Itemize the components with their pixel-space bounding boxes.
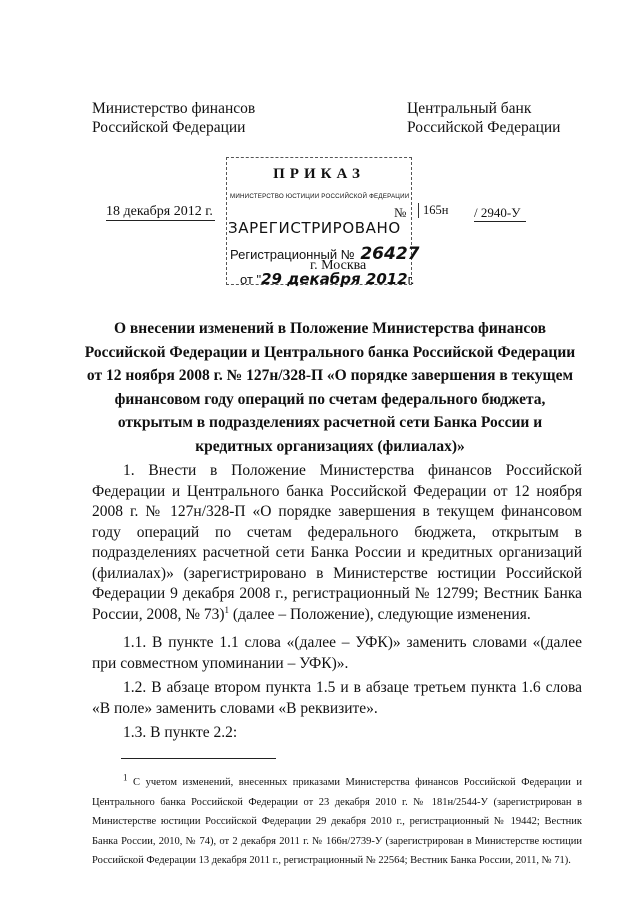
footnote: [92, 773, 582, 871]
order-number-ministry: 165н: [418, 203, 448, 218]
stamp-registered-label: ЗАРЕГИСТРИРОВАНО: [228, 219, 401, 237]
order-type-heading: ПРИКАЗ: [273, 166, 365, 182]
stamp-reg-number: 26427: [360, 244, 420, 264]
paragraph-1-1: 1.1. В пункте 1.1 слова «(далее – УФК)» заменить словами «(далее при совместном упоминании – УФК)».: [92, 634, 582, 672]
issuer-right-line-1: Центральный банк: [407, 100, 532, 117]
order-date: 18 декабря 2012 г.: [106, 204, 213, 219]
paragraph-1-2: 1.2. В абзаце втором пункта 1.5 и в абзаце третьем пункта 1.6 слова «В поле» заменить словами «В реквизите».: [92, 679, 582, 717]
issuer-central-bank: [407, 99, 560, 137]
stamp-date-row: [240, 270, 414, 288]
order-number-bank: / 2940-У: [474, 205, 526, 222]
issuer-ministry-of-finance: [92, 99, 255, 137]
footnote-divider: [121, 758, 276, 759]
issuer-left-line-1: Министерство финансов: [92, 100, 256, 117]
stamp-ministry-line: МИНИСТЕРСТВО ЮСТИЦИИ РОССИЙСКОЙ ФЕДЕРАЦИИ: [230, 193, 410, 200]
footnote-text: С учетом изменений, внесенных приказами Министерства финансов Российской Федерации и Центрального банка Российской Федерации от 23 декабря 2010 г. № 181н/2544-У (зарегистрирован в Министерстве юстиции Российской Федерации 29 декабря 2010 г., регистрационный № 19442; Вестник Банка России, 2010, № 74), от 2 декабря 2011 г. № 166н/2739-У (зарегистрирован в Министерстве юстиции Российской Федерации 13 декабря 2011 г., регистрационный № 22564; Вестник Банка России, 2011, № 71).: [92, 777, 582, 866]
order-number-sign: №: [394, 205, 407, 220]
stamp-date-handwritten: 29 декабря 2012: [261, 270, 408, 288]
document-title: О внесении изменений в Положение Министерства финансов Российской Федерации и Центрального банка Российской Федерации от 12 ноября 2008 г. № 127н/328-П «О порядке завершения в текущем финансовом году операций по счетам федерального бюджета, открытым в подразделениях расчетной сети Банка России и кредитных организациях (филиалах)»: [84, 320, 576, 455]
paragraph-1-text: 1. Внести в Положение Министерства финансов Российской Федерации и Центрального банка Российской Федерации от 12 ноября 2008 г. № 127н/328-П «О порядке завершения в текущем финансовом году операций по счетам федерального бюджета, открытым в подразделениях расчетной сети Банка России и кредитных организаций (филиалах)» (зарегистрировано в Министерстве юстиции Российской Федерации 9 декабря 2008 г., регистрационный № 12799; Вестник Банка России, 2008, № 73): [92, 462, 582, 623]
stamp-date-prefix: от ": [240, 272, 262, 287]
issuer-left-line-2: Российской Федерации: [92, 119, 246, 136]
stamp-city: г. Москва: [310, 258, 367, 273]
paragraph-1-3: 1.3. В пункте 2.2:: [123, 724, 238, 741]
stamp-date-suffix: г.: [407, 272, 415, 287]
issuer-right-line-2: Российской Федерации: [407, 119, 561, 136]
stamp-reg-label: Регистрационный №: [230, 247, 355, 262]
footnote-marker: 1: [123, 772, 128, 783]
paragraph-1: [92, 461, 582, 625]
footnote-reference: 1: [224, 604, 230, 615]
paragraph-1-tail: (далее – Положение), следующие изменения.: [229, 605, 531, 623]
